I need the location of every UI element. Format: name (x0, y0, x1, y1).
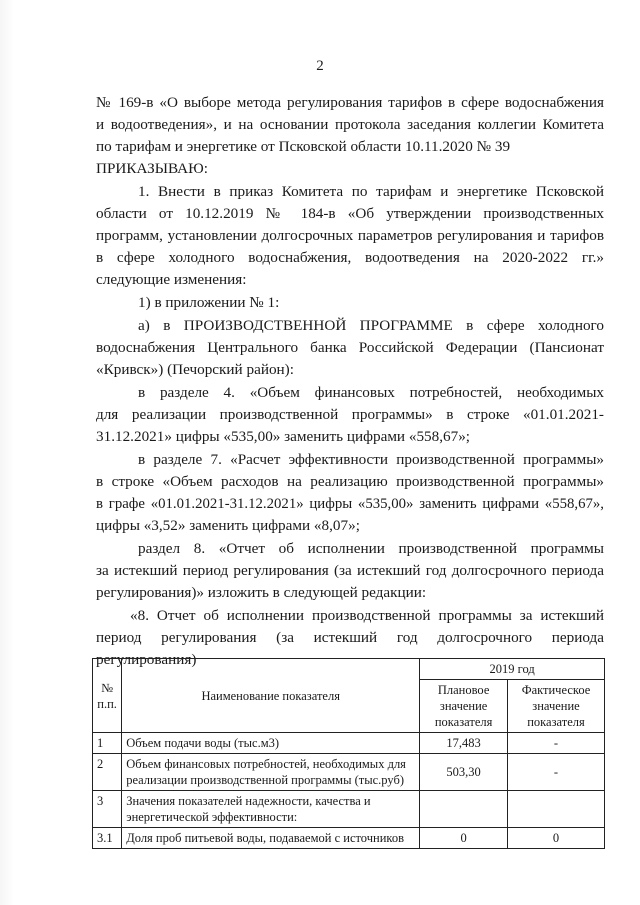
paragraph-line: период регулирования (за истекший год долгосрочного периода (96, 629, 604, 646)
row-num: 3.1 (93, 828, 122, 849)
row-name: Объем подачи воды (тыс.м3) (122, 733, 420, 754)
row-planned: 0 (420, 828, 508, 849)
row-name: Значения показателей надежности, качества и энергетической эффективности: (122, 791, 420, 828)
paragraph-line: 1) в приложении № 1: (138, 294, 280, 311)
paragraph-line: цифры «3,52» заменить цифрами «8,07»; (96, 517, 360, 534)
paragraph-line: а) в ПРОИЗВОДСТВЕННОЙ ПРОГРАММЕ в сфере холодного (138, 317, 604, 334)
table-row (93, 791, 605, 828)
paragraph-line: «Кривск») (Печорский район): (96, 361, 294, 378)
order-heading: ПРИКАЗЫВАЮ: (96, 160, 208, 177)
paragraph-line: № 169-в «О выборе метода регулирования тарифов в сфере водоснабжения (96, 94, 604, 111)
paragraph-line: 1. Внести в приказ Комитета по тарифам и энергетике Псковской (138, 183, 604, 200)
paragraph-line: и водоотведения», и на основании протокола заседания коллегии Комитета (96, 116, 604, 133)
table-row (93, 754, 605, 791)
row-name: Доля проб питьевой воды, подаваемой с источников (122, 828, 420, 849)
row-actual (508, 791, 605, 828)
paragraph-line: в графе «01.01.2021-31.12.2021» цифры «535,00» заменить цифрами «558,67», (96, 496, 604, 512)
table-row (93, 828, 605, 849)
report-table (92, 658, 605, 849)
row-planned: 17,483 (420, 733, 508, 754)
row-name: Объем финансовых потребностей, необходимых для реализации производственной программы (тыс.руб) (122, 754, 420, 791)
paragraph-line: в строке «Объем расходов на реализацию производственной программы» (96, 473, 604, 490)
paragraph-line: раздел 8. «Отчет об исполнении производственной программы (138, 540, 604, 557)
paragraph-line: «8. Отчет об исполнении производственной программы за истекший (130, 607, 604, 624)
paragraph-line: регулирования)» изложить в следующей редакции: (96, 584, 427, 601)
paragraph-line: по тарифам и энергетике от Псковской области 10.11.2020 № 39 (96, 138, 511, 155)
paragraph-line: программ, установлении долгосрочных параметров регулирования и тарифов (96, 227, 604, 244)
header-actual: Фактическое значение показателя (508, 680, 605, 733)
paragraph-line: для реализации производственной программы» в строке «01.01.2021- (96, 406, 604, 423)
row-actual: - (508, 754, 605, 791)
paragraph-line: за истекший период регулирования (за истекший год долгосрочного периода (96, 562, 604, 579)
row-planned: 503,30 (420, 754, 508, 791)
table-row (93, 733, 605, 754)
paragraph-line: следующие изменения: (96, 271, 247, 288)
row-actual: 0 (508, 828, 605, 849)
paragraph-line: водоснабжения Центрального банка Российской Федерации (Пансионат (96, 339, 604, 356)
page-number: 2 (316, 58, 324, 74)
paragraph-line: области от 10.12.2019 № 184-в «Об утверждении производственных (96, 205, 604, 222)
row-num: 2 (93, 754, 122, 791)
row-num: 3 (93, 791, 122, 828)
row-actual: - (508, 733, 605, 754)
paragraph-line: 31.12.2021» цифры «535,00» заменить цифрами «558,67»; (96, 428, 471, 445)
row-planned (420, 791, 508, 828)
scan-edge-shadow (0, 0, 14, 905)
paragraph-line: в разделе 4. «Объем финансовых потребностей, необходимых (138, 384, 604, 401)
header-year: 2019 год (420, 659, 605, 680)
paragraph-line: в сфере холодного водоснабжения, водоотведения на 2020-2022 гг.» (96, 249, 604, 266)
row-num: 1 (93, 733, 122, 754)
paragraph-line: регулирования) (96, 651, 197, 668)
paragraph-line: в разделе 7. «Расчет эффективности производственной программы» (138, 451, 604, 468)
header-name: Наименование показателя (122, 659, 420, 733)
header-num: № п.п. (93, 659, 122, 733)
header-planned: Плановое значение показателя (420, 680, 508, 733)
